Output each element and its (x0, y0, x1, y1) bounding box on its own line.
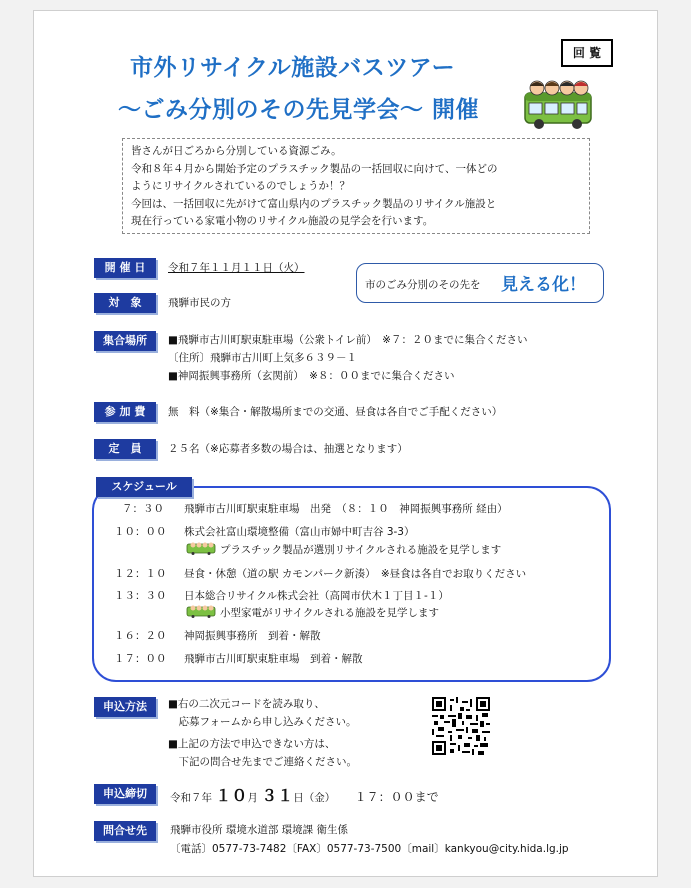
apply-label: 申込方法 (94, 697, 156, 717)
fee-label: 参 加 費 (94, 402, 156, 422)
deadline-label: 申込締切 (94, 784, 156, 804)
schedule-text: 神岡振興事務所 到着・解散 (184, 630, 321, 642)
schedule-label: スケジュール (96, 477, 192, 497)
schedule-text: 飛騨市古川町駅東駐車場 到着・解散 (184, 653, 363, 665)
schedule-time: １２：１０ (114, 568, 167, 580)
schedule-time: １０：００ (114, 526, 167, 538)
schedule-text: 日本総合リサイクル株式会社（高岡市伏木１丁目１-１） (184, 590, 449, 602)
date-label: 開 催 日 (94, 258, 156, 278)
apply-line-1: ■右の二次元コードを読み取り、 (168, 698, 325, 710)
schedule-time: １６：２０ (114, 630, 167, 642)
callout-bubble (356, 263, 604, 303)
deadline-day: ３１ (261, 786, 294, 805)
contact-line-2[interactable]: 〔電話〕0577-73-7482〔FAX〕0577-73-7500〔mail〕kankyou@city.hida.lg.jp (170, 843, 569, 855)
deadline-weekday: （金） (303, 792, 336, 804)
target-value: 飛騨市民の方 (168, 297, 231, 309)
deadline-day-unit: 日 (293, 792, 304, 804)
deadline-time: １７：００まで (354, 790, 439, 804)
intro-line: 皆さんが日ごろから分別している資源ごみ。 (131, 145, 342, 157)
apply-line-4: 下記の問合せ先までご連絡ください。 (168, 756, 357, 768)
intro-line: 現在行っている家電小物のリサイクル施設の見学会を行います。 (131, 215, 434, 228)
fee-value: 無 料（※集合・解散場所までの交通、昼食は各自でご手配ください） (168, 406, 503, 418)
capacity-label: 定 員 (94, 439, 156, 459)
meeting-line-3: ■神岡振興事務所（玄関前） ※８：００までに集合ください (168, 370, 455, 382)
flyer-page (33, 10, 658, 877)
apply-line-3: ■上記の方法で申込できない方は、 (168, 738, 336, 750)
title-line-2: ～ごみ分別のその先見学会～ 開催 (118, 97, 480, 123)
schedule-subtext: 小型家電がリサイクルされる施設を見学します (220, 607, 440, 619)
callout-big-text: 見える化！ (501, 275, 586, 295)
schedule-subtext: プラスチック製品が選別リサイクルされる施設を見学します (220, 544, 502, 556)
schedule-time: ７：３０ (122, 503, 164, 515)
bus-illustration-icon (521, 77, 596, 131)
capacity-value: ２５名（※応募者多数の場合は、抽選となります） (168, 443, 408, 455)
apply-line-2: 応募フォームから申し込みください。 (168, 716, 357, 728)
schedule-time: １７：００ (114, 653, 167, 665)
date-value: 令和７年１１月１１日（火） (168, 262, 305, 274)
schedule-time: １３：３０ (114, 590, 167, 602)
mini-bus-icon (186, 541, 216, 555)
circulation-stamp: 回 覧 (561, 39, 613, 67)
qr-code-icon[interactable] (432, 697, 490, 755)
meeting-line-2: 〔住所〕飛騨市古川町上気多６３９－１ (168, 352, 357, 364)
schedule-text: 昼食・休憩（道の駅 カモンパーク新湊） ※昼食は各自でお取りください (184, 568, 527, 580)
meeting-label: 集合場所 (94, 331, 156, 351)
deadline-era: 令和７年 (170, 792, 212, 804)
deadline-month-unit: 月 (247, 792, 258, 804)
schedule-text: 株式会社富山環境整備（富山市婦中町吉谷 3-3） (184, 526, 415, 538)
contact-line-1: 飛騨市役所 環境水道部 環境課 衛生係 (170, 824, 349, 836)
schedule-text: 飛騨市古川町駅東駐車場 出発 （８：１０ 神岡振興事務所 経由） (184, 503, 508, 515)
contact-label: 問合せ先 (94, 821, 156, 841)
intro-line: ようにリサイクルされているのでしょうか！？ (131, 180, 351, 193)
mini-bus-icon (186, 604, 216, 618)
intro-box (122, 138, 590, 234)
callout-small-text: 市のごみ分別のその先を (365, 279, 481, 291)
target-label: 対 象 (94, 293, 156, 313)
intro-line: 令和８年４月から開始予定のプラスチック製品の一括回収に向けて、一体どの (131, 162, 498, 175)
intro-line: 今回は、一括回収に先がけて富山県内のプラスチック製品のリサイクル施設と (131, 197, 497, 210)
deadline-month: １０ (215, 786, 248, 805)
title-line-1: 市外リサイクル施設バスツアー (130, 55, 456, 81)
deadline-value (170, 783, 439, 806)
meeting-line-1: ■飛騨市古川町駅東駐車場（公衆トイレ前） ※７：２０までに集合ください (168, 334, 528, 346)
